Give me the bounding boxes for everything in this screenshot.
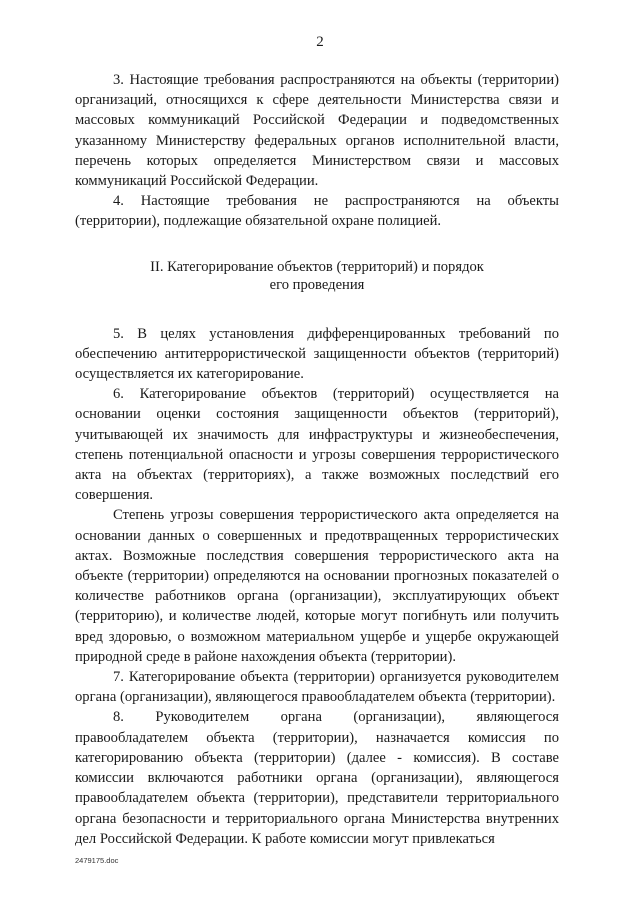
paragraph-4: 4. Настоящие требования не распространяются на объекты (территории), подлежащие обязательной охране полицией.: [75, 193, 559, 230]
paragraph-7: 7. Категорирование объекта (территории) организуется руководителем органа (организации), являющегося правообладателем объекта (территории).: [75, 669, 559, 706]
paragraph-3: 3. Настоящие требования распространяются на объекты (территории) организаций, относящихся к сфере деятельности Министерства связи и массовых коммуникаций Российской Федерации и подведомственных указанному Министерству федеральных органов исполнительной власти, перечень которых определяется Министерством связи и массовых коммуникаций Российской Федерации.: [75, 72, 559, 190]
section-heading-line-1: II. Категорирование объектов (территорий) и порядок: [150, 258, 484, 275]
section-heading-line-2: его проведения: [269, 276, 365, 293]
page-number: 2: [316, 34, 324, 50]
document-body: [75, 70, 559, 849]
paragraph-8: 8. Руководителем органа (организации), являющегося правообладателем объекта (территории), назначается комиссия по категорированию объекта (территории) (далее - комиссия). В составе комиссии включаются работники органа (организации), являющегося правообладателем объекта (территории), представители территориального органа безопасности и территориального органа Министерства внутренних дел Российской Федерации. К работе комиссии могут привлекаться: [75, 709, 559, 847]
paragraph-5: 5. В целях установления дифференцированных требований по обеспечению антитеррористической защищенности объектов (территорий) осуществляется их категорирование.: [75, 325, 559, 383]
paragraph-threat-degree: Степень угрозы совершения террористического акта определяется на основании данных о совершенных и предотвращенных террористических актах. Возможные последствия совершения террористического акта на объекте (территории) определяются на основании прогнозных показателей о количестве работников органа (организации), эксплуатирующих объект (территорию), и количестве людей, которые могут погибнуть или получить вред здоровью, о возможном материальном ущербе и ущербе окружающей природной среде в районе нахождения объекта (территории).: [75, 507, 559, 665]
paragraph-6: 6. Категорирование объектов (территорий) осуществляется на основании оценки состояния защищенности объектов (территорий), учитывающей их значимость для инфраструктуры и жизнеобеспечения, степень потенциальной опасности и угрозы совершения террористического акта на объектах (территориях), а также возможных последствий его совершения.: [75, 386, 559, 504]
section-heading: [75, 258, 559, 294]
document-file-code: 2479175.doc: [75, 856, 119, 865]
